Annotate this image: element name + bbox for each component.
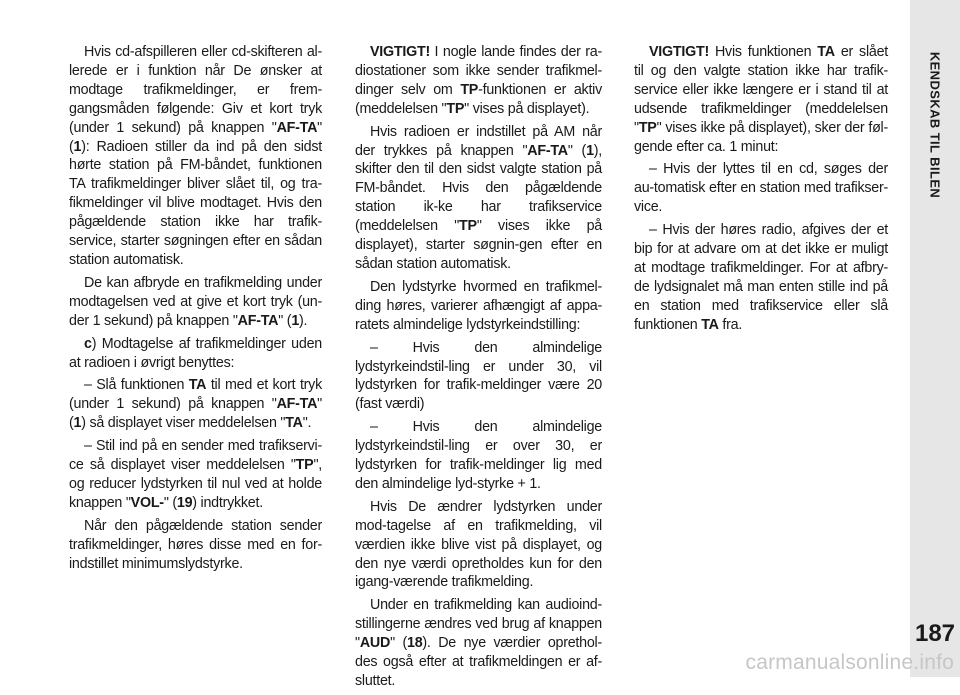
text-run: ) Modtagelse af trafikmeldinger uden at radioen i øvrigt benyttes: bbox=[69, 335, 322, 371]
text-column-3 bbox=[634, 43, 888, 339]
paragraph bbox=[69, 437, 322, 513]
text-column-2 bbox=[355, 43, 602, 695]
text-column-1 bbox=[69, 43, 322, 577]
text-run: ). De nye værdier oprethol-des også efter at trafikmeldingen er af-sluttet. bbox=[355, 635, 602, 689]
text-run: til med et kort tryk (under 1 sekund) på knappen " bbox=[69, 377, 322, 413]
bold-text: TP bbox=[459, 218, 477, 235]
bold-text: c bbox=[84, 335, 92, 352]
bold-text: TA bbox=[701, 316, 719, 333]
bold-text: TP bbox=[460, 81, 479, 98]
text-run: Den lydstyrke hvormed en trafikmel-ding høres, varierer afhængigt af appa-ratets almindelige lydstyrkeindstilling: bbox=[355, 278, 602, 333]
paragraph bbox=[634, 43, 888, 156]
bold-text: TA bbox=[285, 415, 303, 432]
paragraph bbox=[355, 339, 602, 415]
text-run: er slået til og den valgte station ikke har trafik-service eller ikke længere er i stand til at udsende trafikmeldinger (meddelelsen " bbox=[634, 44, 888, 136]
text-run: I nogle lande findes der ra-diostationer som ikke sender trafikmel-dinger selv om bbox=[355, 44, 602, 98]
text-run: fra. bbox=[718, 316, 743, 333]
paragraph bbox=[69, 335, 322, 373]
bold-text: TA bbox=[817, 44, 835, 60]
text-run: Når den pågældende station sender trafikmeldinger, høres disse med en for-indstillet minimumslydstyrke. bbox=[69, 517, 322, 572]
paragraph bbox=[355, 123, 602, 274]
paragraph bbox=[355, 43, 602, 119]
paragraph bbox=[69, 517, 322, 574]
text-run: Under en trafikmelding kan audioind-stillingerne ændres ved brug af knappen " bbox=[355, 597, 602, 652]
bold-text: AF-TA bbox=[276, 396, 318, 413]
paragraph bbox=[69, 376, 322, 433]
text-run: – Hvis der høres radio, afgives der et bip for at advare om at det ikke er muligt at modtage trafikmeldinger. For at afbry-de lydsignalet må man enten stille ind på en station med trafikservice eller slå funktionen bbox=[634, 222, 888, 333]
bold-text: AUD bbox=[359, 635, 391, 652]
bold-text: 1 bbox=[586, 142, 594, 159]
text-run: Hvis cd-afspilleren eller cd-skifteren al-lerede er i funktion når De ønsker at modtage trafikmeldinger, er frem-gangsmåden følgende: Giv et kort tryk (under 1 sekund) på knappen " bbox=[69, 44, 322, 136]
paragraph bbox=[355, 498, 602, 593]
paragraph bbox=[355, 278, 602, 335]
text-run: – Stil ind på en sender med trafikservi-ce så displayet viser meddelelsen " bbox=[69, 438, 322, 474]
text-run: De kan afbryde en trafikmelding under modtagelsen ved at give et kort tryk (un-der 1 sekund) på knappen " bbox=[69, 274, 322, 329]
bold-text: VOL- bbox=[130, 494, 164, 511]
bold-text: 1 bbox=[73, 415, 82, 432]
text-run: " ( bbox=[390, 635, 407, 652]
bold-text: 1 bbox=[291, 312, 300, 329]
text-run: ) så displayet viser meddelelsen " bbox=[81, 415, 286, 432]
text-run: " ( bbox=[163, 494, 177, 511]
text-run: " vises ikke på displayet), starter søgnin-gen efter en sådan station automatisk. bbox=[355, 218, 602, 272]
bold-text: TP bbox=[446, 100, 465, 117]
bold-text: AF-TA bbox=[276, 119, 318, 136]
text-run: " ( bbox=[69, 396, 322, 432]
watermark: carmanualsonline.info bbox=[745, 651, 954, 674]
bold-text: 18 bbox=[407, 635, 423, 652]
section-title: KENDSKAB TIL BILEN bbox=[927, 51, 943, 199]
bold-text: AF-TA bbox=[527, 142, 568, 159]
text-run: – Slå funktionen bbox=[84, 377, 189, 394]
paragraph bbox=[634, 221, 888, 334]
text-run: " ( bbox=[69, 119, 322, 155]
text-run: ): Radioen stiller da ind på den sidst hørte station på FM-båndet, funktionen TA trafikmeldinger bliver slået til, og tra-fikmeldinger vil blive modtaget. Hvis den pågældende station ikke har trafik-service, starter søgningen efter en sådan station automatisk. bbox=[69, 138, 322, 268]
text-run: Hvis De ændrer lydstyrken under mod-tagelse af en trafikmelding, vil værdien ikke blive vist på displayet, og den nye værdi opretholdes kun for den igang-værende trafikmelding. bbox=[355, 498, 602, 591]
bold-text: AF-TA bbox=[237, 312, 279, 329]
text-run: " vises ikke på displayet), sker der føl-gende efter ca. 1 minut: bbox=[634, 119, 888, 155]
text-run: ", og reducer lydstyrken til nul ved at holde knappen " bbox=[69, 457, 322, 511]
paragraph bbox=[634, 160, 888, 217]
text-run: ". bbox=[302, 415, 312, 432]
paragraph bbox=[69, 274, 322, 331]
text-run: Hvis funktionen bbox=[708, 44, 818, 60]
text-run: " vises på displayet). bbox=[464, 100, 590, 117]
text-run: " ( bbox=[567, 142, 587, 159]
text-run: " ( bbox=[278, 312, 292, 329]
bold-text: TP bbox=[295, 457, 314, 474]
page-number: 187 bbox=[914, 620, 956, 647]
text-run: – Hvis den almindelige lydstyrkeindstil-ling er under 30, vil lydstyrken for trafik-meldinger være 20 (fast værdi) bbox=[355, 339, 602, 413]
bold-text: 19 bbox=[176, 494, 193, 511]
bold-text: VIGTIGT! bbox=[649, 44, 709, 60]
bold-text: TP bbox=[638, 119, 657, 136]
text-run: ). bbox=[299, 312, 308, 329]
text-run: ), skifter den til den sidst valgte station på FM-båndet. Hvis den pågældende station ik-ke har trafikservice (meddelelsen " bbox=[355, 142, 602, 235]
text-run: ) indtrykket. bbox=[192, 494, 263, 511]
text-run: Hvis radioen er indstillet på AM når der trykkes på knappen " bbox=[355, 123, 602, 159]
bold-text: VIGTIGT! bbox=[370, 44, 430, 60]
text-run: – Hvis den almindelige lydstyrkeindstil-ling er over 30, er lydstyrken for trafik-meldinger lig med den almindelige lyd-styrke + 1. bbox=[355, 419, 602, 492]
text-run: – Hvis der lyttes til en cd, søges der au-tomatisk efter en station med trafikser-vice. bbox=[634, 161, 888, 216]
bold-text: TA bbox=[188, 377, 207, 394]
text-run: -funktionen er aktiv (meddelelsen " bbox=[355, 81, 602, 117]
paragraph bbox=[69, 43, 322, 270]
paragraph bbox=[355, 418, 602, 494]
bold-text: 1 bbox=[73, 138, 82, 155]
